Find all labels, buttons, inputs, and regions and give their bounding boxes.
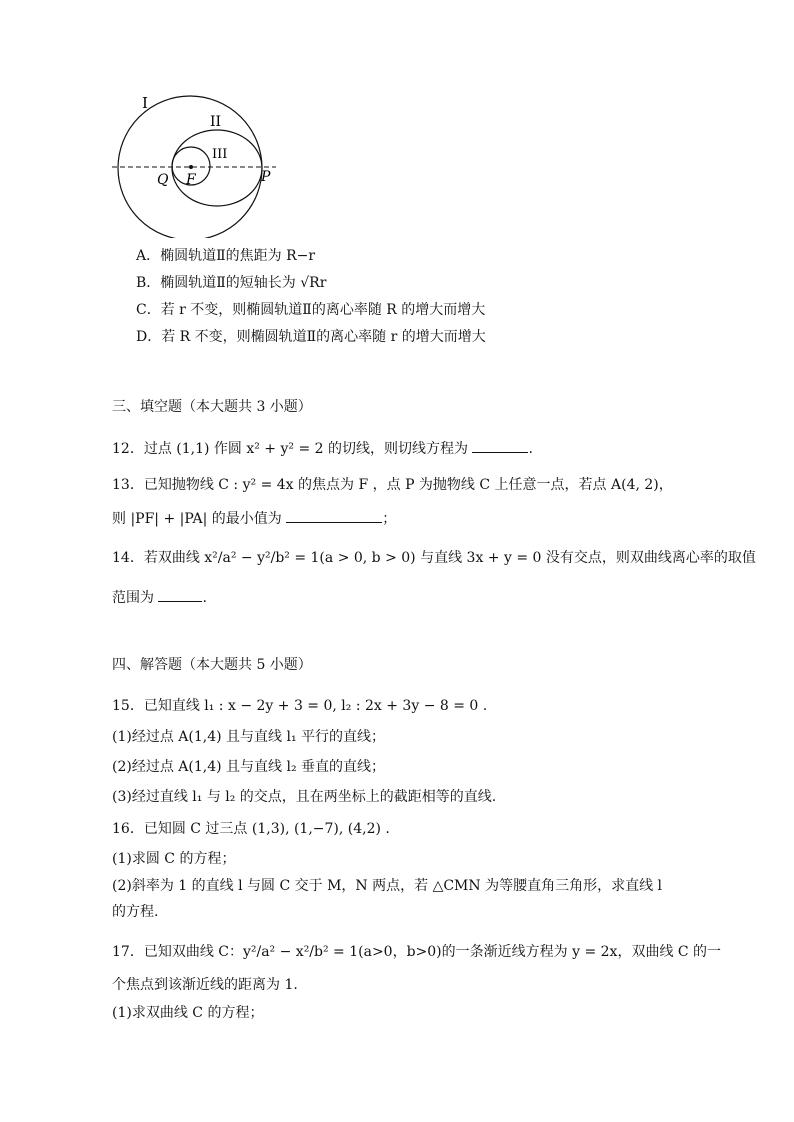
section-3-title: 三、填空题（本大题共 3 小题） (112, 399, 312, 415)
q15-part-3: (3)经过直线 l₁ 与 l₂ 的交点，且在两坐标上的截距相等的直线. (112, 789, 497, 805)
q13-text: 则 |PF| + |PA| 的最小值为 (112, 511, 282, 527)
label-Q: Q (157, 172, 169, 188)
q15-stem: 15．已知直线 l₁ : x − 2y + 3 = 0, l₂ : 2x + 3y − 8 = 0 . (112, 698, 488, 714)
q12-answer-blank (472, 438, 528, 453)
q17-line1: 17．已知双曲线 C：y²/a² − x²/b² = 1(a>0，b>0)的一条渐近线方程为 y = 2x，双曲线 C 的一 (112, 944, 722, 960)
q15-part-1: (1)经过点 A(1,4) 且与直线 l₁ 平行的直线； (112, 729, 386, 745)
q14-answer-blank (158, 587, 202, 602)
section-4-title: 四、解答题（本大题共 5 小题） (112, 657, 312, 673)
q14-line1: 14．若双曲线 x²/a² − y²/b² = 1(a > 0, b > 0) 与直线 3x + y = 0 没有交点，则双曲线离心率的取值 (112, 550, 756, 566)
label-III: III (212, 147, 228, 162)
q15-part-2: (2)经过点 A(1,4) 且与直线 l₂ 垂直的直线； (112, 759, 386, 775)
q14-text: 范围为 (112, 590, 154, 606)
q16-part-1: (1)求圆 C 的方程； (112, 851, 236, 867)
q17-line2: 个焦点到该渐近线的距离为 1. (112, 977, 298, 993)
orbit-ellipse-II (172, 130, 262, 206)
q16-part-2: (2)斜率为 1 的直线 l 与圆 C 交于 M，N 两点，若 △CMN 为等腰直角三角形，求直线 l (112, 878, 663, 894)
label-F: F (186, 172, 196, 188)
q16-part-2-cont: 的方程. (112, 904, 159, 920)
focus-point (189, 165, 193, 169)
q12-end: . (528, 441, 533, 457)
q11-option-c: C．若 r 不变，则椭圆轨道Ⅱ的离心率随 R 的增大而增大 (136, 302, 486, 318)
orbit-figure (108, 88, 288, 238)
q13-end: ； (382, 511, 397, 527)
label-II: II (210, 114, 222, 130)
q11-option-b: B．椭圆轨道Ⅱ的短轴长为 √Rr (136, 275, 327, 291)
q12 (112, 438, 533, 459)
q13-line1: 13．已知抛物线 C : y² = 4x 的焦点为 F ，点 P 为抛物线 C 上任意一点，若点 A(4, 2)， (112, 477, 673, 493)
q12-text: 12．过点 (1,1) 作圆 x² + y² = 2 的切线，则切线方程为 (112, 441, 469, 457)
q11-option-d: D．若 R 不变，则椭圆轨道Ⅱ的离心率随 r 的增大而增大 (136, 329, 486, 345)
q14-line2 (112, 587, 207, 608)
label-I: I (142, 94, 148, 112)
q14-end: . (202, 590, 207, 606)
q11-option-a: A．椭圆轨道Ⅱ的焦距为 R−r (136, 248, 316, 264)
q17-part-1: (1)求双曲线 C 的方程； (112, 1005, 264, 1021)
q13-answer-blank (286, 508, 382, 523)
q16-stem: 16．已知圆 C 过三点 (1,3), (1,−7), (4,2) . (112, 821, 390, 837)
q13-line2 (112, 508, 396, 529)
label-P: P (261, 169, 271, 185)
